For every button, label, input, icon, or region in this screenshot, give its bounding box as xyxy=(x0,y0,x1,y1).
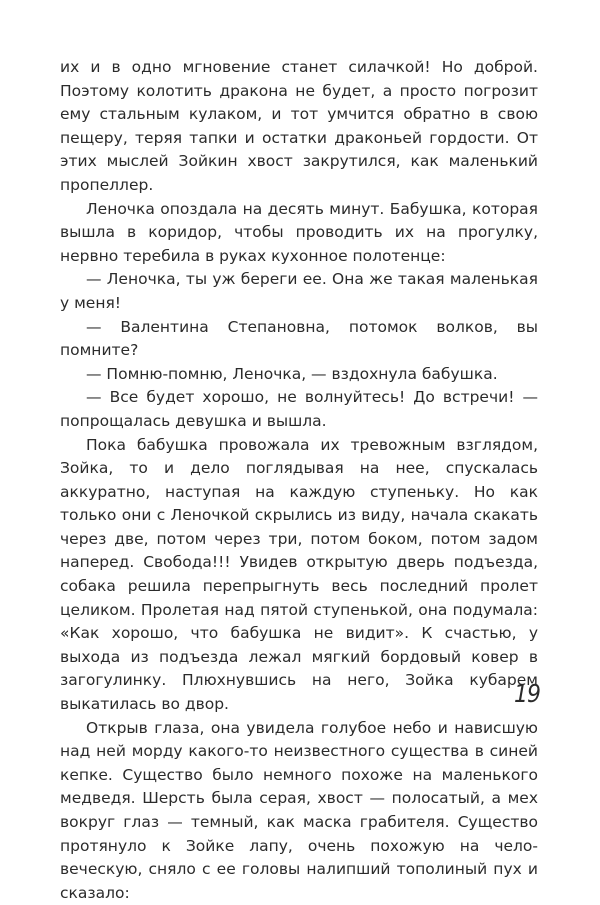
paragraph: Открыв глаза, она увидела голубое небо и нависшую над ней морду какого-то неизвестного существа в синей кепке. Существо было немного похоже на маленького медведя. Шерсть была серая, хвост — полосатый, а мех вокруг глаз — темный, как маска грабителя. Существо протянуло к Зойке лапу, очень похожую на человеческую, сняло с ее головы налипший тополиный пух и сказало: xyxy=(60,718,538,902)
paragraph: Пока бабушка провожала их тревожным взглядом, Зойка, то и дело поглядывая на нее, спускалась аккуратно, наступая на каждую ступеньку. Но как только они с Леночкой скрылись из виду, начала скакать через две, потом через три, потом боком, потом задом наперед. Свобода!!! Увидев открытую дверь подъезда, собака решила перепрыгнуть весь последний пролет целиком. Пролетая над пятой ступенькой, она подумала: «Как хорошо, что бабушка не видит». К счастью, у выхода из подъезда лежал мягкий бордовый ковер в загогулинку. Плюхнувшись на него, Зойка кубарем выкатилась во двор. xyxy=(60,435,538,714)
dialogue-line: — Все будет хорошо, не волнуйтесь! До встречи! — попрощалась девушка и вышла. xyxy=(60,388,538,430)
dialogue-line: — Валентина Степановна, потомок волков, вы помните? xyxy=(60,317,538,360)
dialogue-line: — Помню-помню, Леночка, — вздохнула бабушка. xyxy=(86,364,498,383)
paragraph: Леночка опоздала на десять минут. Бабушка, которая вышла в коридор, чтобы проводить их на прогулку, нервно теребила в руках кухонное полотенце: xyxy=(60,199,538,265)
page-body xyxy=(60,56,538,905)
dialogue-line: — Леночка, ты уж береги ее. Она же такая маленькая у меня! xyxy=(60,270,538,312)
paragraph-continuation: их и в одно мгновение станет силачкой! Но доброй. Поэтому колотить дракона не будет, а просто погрозит ему стальным кулаком, и тот умчится обратно в свою пещеру, теряя тапки и остатки драконьей гордости. От этих мыслей Зойкин хвост закрутился, как маленький пропеллер. xyxy=(60,58,538,194)
page-number: 19 xyxy=(514,680,540,709)
